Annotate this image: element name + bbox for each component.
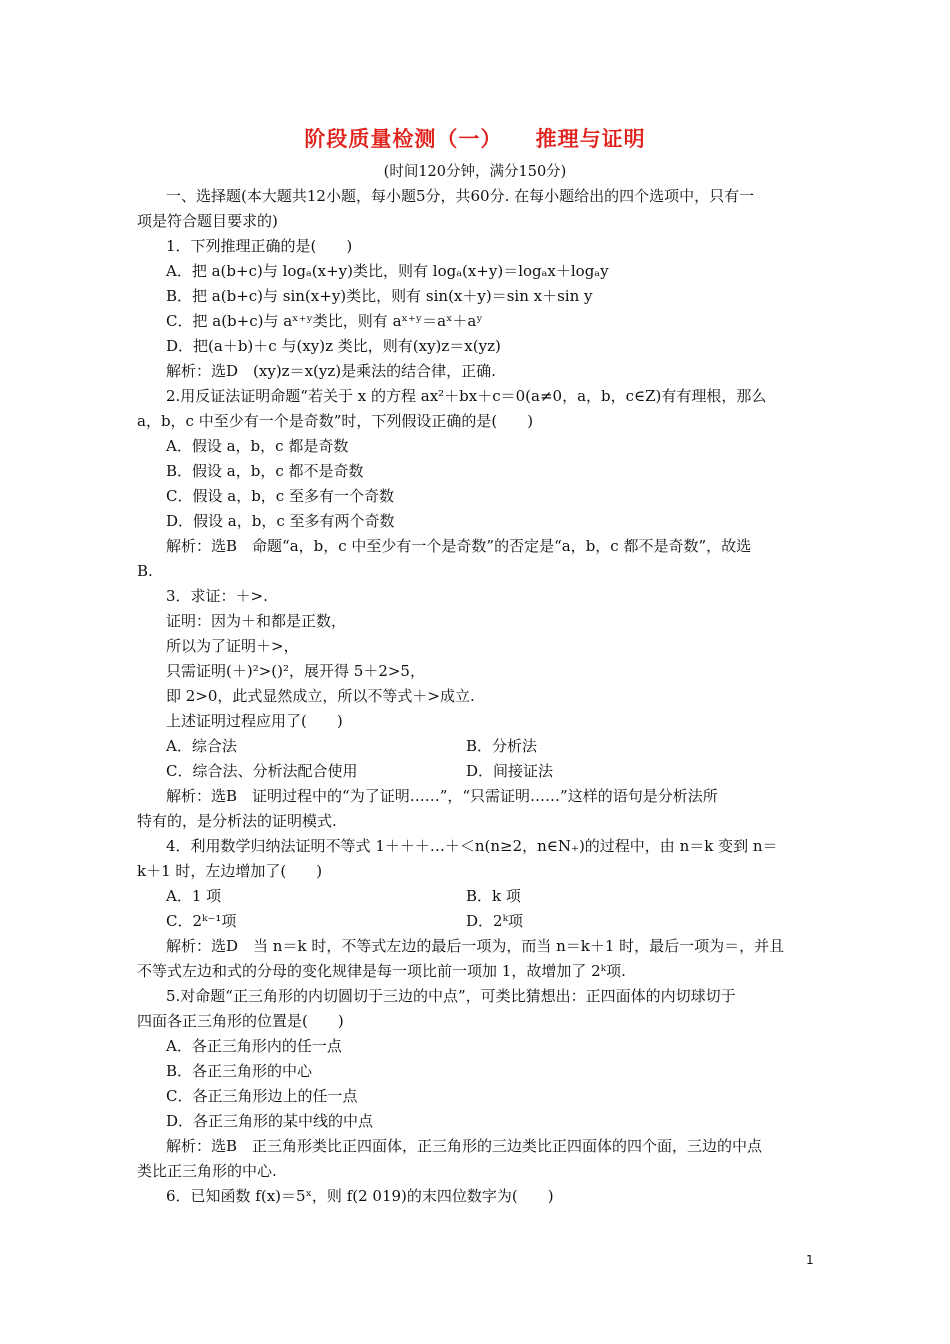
text-line: 一、选择题(本大题共12小题，每小题5分，共60分. 在每小题给出的四个选项中，只有一 (166, 187, 755, 205)
text-line: 2.用反证法证明命题“若关于 x 的方程 ax²＋bx＋c＝0(a≠0，a，b，c∈Z)有有理根，那么 (166, 387, 767, 405)
text-line: A．综合法 (166, 737, 237, 755)
text-line: 4．利用数学归纳法证明不等式 1＋＋＋…＋＜n(n≥2，n∈N₊)的过程中，由 n＝k 变到 n＝ (166, 837, 778, 855)
text-line: 特有的，是分析法的证明模式. (137, 812, 337, 830)
text-line: C．假设 a，b，c 至多有一个奇数 (166, 487, 394, 505)
text-line: 不等式左边和式的分母的变化规律是每一项比前一项加 1，故增加了 2ᵏ项. (137, 962, 626, 980)
text-line: 只需证明(＋)²>()²，展开得 5＋2>5， (166, 662, 425, 680)
text-line: D．各正三角形的某中线的中点 (166, 1112, 374, 1130)
text-line: A．把 a(b+c)与 logₐ(x+y)类比，则有 logₐ(x+y)＝logₐx＋logₐy (166, 262, 609, 280)
text-line: B．各正三角形的中心 (166, 1062, 313, 1080)
exam-info: (时间120分钟，满分150分) (383, 164, 567, 180)
text-line: D．2ᵏ项 (466, 912, 524, 930)
text-line: D．假设 a，b，c 至多有两个奇数 (166, 512, 395, 530)
text-line: A．各正三角形内的任一点 (166, 1037, 342, 1055)
text-line: 解析：选B 正三角形类比正四面体，正三角形的三边类比正四面体的四个面，三边的中点 (166, 1137, 763, 1155)
text-line: B．k 项 (466, 887, 521, 905)
page-number: 1 (806, 1253, 814, 1267)
text-line: 即 2>0，此式显然成立，所以不等式＋>成立. (166, 687, 475, 705)
text-line: 项是符合题目要求的) (137, 212, 278, 230)
text-line: C．各正三角形边上的任一点 (166, 1087, 358, 1105)
text-line: D．间接证法 (466, 762, 554, 780)
text-line: 解析：选D (xy)z＝x(yz)是乘法的结合律，正确. (166, 362, 496, 380)
text-line: B．假设 a，b，c 都不是奇数 (166, 462, 364, 480)
text-line: 上述证明过程应用了( ) (166, 712, 343, 730)
text-line: A．1 项 (166, 887, 222, 905)
text-line: B．把 a(b+c)与 sin(x+y)类比，则有 sin(x＋y)＝sin x＋sin y (166, 287, 593, 305)
text-line: 1．下列推理正确的是( ) (166, 237, 353, 255)
text-line: 所以为了证明＋>， (166, 637, 299, 655)
text-line: a，b，c 中至少有一个是奇数”时，下列假设正确的是( ) (137, 412, 534, 430)
text-line: 解析：选B 命题“a，b，c 中至少有一个是奇数”的否定是“a，b，c 都不是奇数”，故选 (166, 537, 752, 555)
text-line: 解析：选D 当 n＝k 时，不等式左边的最后一项为，而当 n＝k＋1 时，最后一项为＝，并且 (166, 937, 785, 955)
text-line: 5.对命题“正三角形的内切圆切于三边的中点”，可类比猜想出：正四面体的内切球切于 (166, 987, 736, 1005)
text-line: 解析：选B 证明过程中的“为了证明……”，“只需证明……”这样的语句是分析法所 (166, 787, 718, 805)
text-line: C．2ᵏ⁻¹项 (166, 912, 237, 930)
text-line: C．综合法、分析法配合使用 (166, 762, 358, 780)
text-line: 6．已知函数 f(x)＝5ˣ，则 f(2 019)的末四位数字为( ) (166, 1187, 554, 1205)
text-line: 证明：因为＋和都是正数， (166, 612, 347, 630)
text-line: B. (137, 562, 153, 580)
text-line: k＋1 时，左边增加了( ) (137, 862, 323, 880)
text-line: B．分析法 (466, 737, 538, 755)
text-line: 四面各正三角形的位置是( ) (137, 1012, 344, 1030)
text-line: 3．求证：＋>. (166, 587, 268, 605)
page-title: 阶段质量检测（一） 推理与证明 (304, 127, 646, 151)
text-line: 类比正三角形的中心. (137, 1162, 277, 1180)
text-line: A．假设 a，b，c 都是奇数 (166, 437, 349, 455)
text-line: D．把(a＋b)＋c 与(xy)z 类比，则有(xy)z＝x(yz) (166, 337, 501, 355)
text-line: C．把 a(b+c)与 aˣ⁺ʸ类比，则有 aˣ⁺ʸ＝aˣ＋aʸ (166, 312, 483, 330)
